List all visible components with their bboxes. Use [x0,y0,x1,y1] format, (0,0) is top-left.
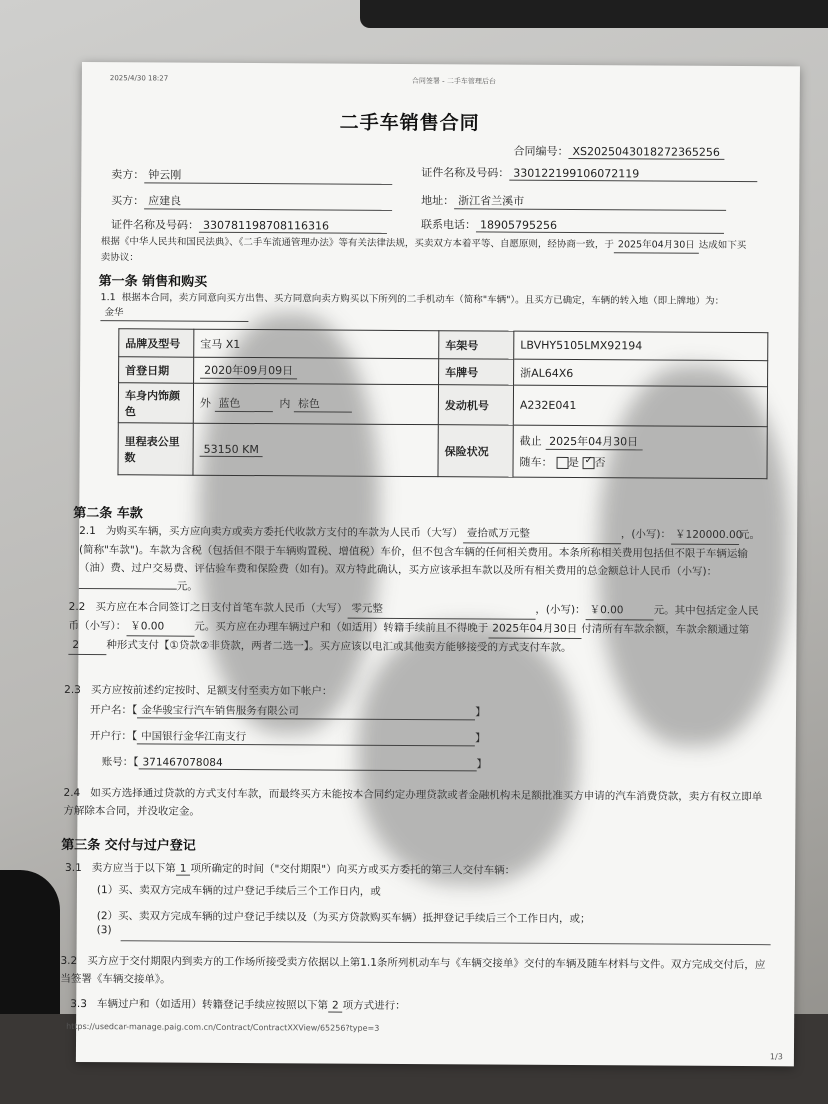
checkbox-yes [556,457,568,469]
account-name-row: 开户名：【 金华骏宝行汽车销售服务有限公司 】 [90,704,486,719]
page-number: 1/3 [769,1052,783,1062]
hand-shadow-lower [357,624,579,885]
seller-row: 卖方： 钟云刚 [111,166,392,185]
vin-value: LBVHY5105LMX92194 [514,331,768,361]
engine-label: 发动机号 [438,385,513,425]
footer-url: https://usedcar-manage.paig.com.cn/Contract/ContractXXView/65256?type=3 [66,1021,380,1033]
clause-3-1: 3.1 卖方应当于以下第 1 项所确定的时间（"交付期限"）向买方或买方委托的第三人交付车辆： [65,861,516,877]
checkbox-no-checked: ✓ [583,457,595,469]
clause-2-1: 2.1 为购买车辆，买方应向卖方或卖方委托代收款方支付的车款为人民币（大写） 壹拾贰万元整 ，(小写)： ￥120000.00元。(简称"车款")。车款为含税（包括但不限于车辆购置税、增值税）车价，但不包含车辆的任何相关费用。本条所称相关费用包括但不限于车辆运输（油）费、过户交易费、评估验车费和保险费（如有)。双方特此确认，买方应该承担车款以及所有相关费用的总金额总计人民币（小写)：元。 [78,524,761,593]
clause-2-3: 2.3 买方应按前述约定按时、足额支付至卖方如下帐户： [64,683,333,698]
reg-label: 首登日期 [119,357,194,383]
option-3: (3) [96,924,112,937]
plate-value: 浙AL64X6 [514,359,768,387]
plate-label: 车牌号 [439,359,514,385]
print-site: 合同签署 - 二手车管理后台 [411,77,496,86]
contract-number: 合同编号： XS2025043018272365256 [513,143,724,160]
clause-2-2: 2.2 买方应在本合同签订之日支付首笔车款人民币（大写） 零元整 ，(小写)： ￥0.00 元。其中包括定金人民币（小写）： ￥0.00 元。买方应在办理车辆过户和（如适用）转籍手续前且不得晚于 2025年04月30日 付清所有车款余额，车款余额通过第2 种形式支付【①贷款②非贷款，两者二选一】。买方应该以电汇或其他卖方能够接受的方式支付车款。 [68,600,759,655]
color-label: 车身内饰颜色 [118,383,193,423]
section-2-title: 第二条 车款 [73,505,143,522]
background-object-left [0,870,60,1030]
contract-page [60,62,800,1066]
option-2: (2）买、卖双方完成车辆的过户登记手续以及（为买方贷款购买车辆）抵押登记手续后三个工作日内，或； [96,910,591,926]
color-value: 外 蓝色 内 棕色 [193,383,438,424]
buyer-row: 买方： 应建良 [111,192,392,211]
insurance-label: 保险状况 [438,425,513,477]
print-datetime: 2025/4/30 18:27 [109,74,169,83]
phone-row: 联系电话： 18905795256 [421,216,724,234]
brand-value: 宝马 X1 [194,329,439,358]
clause-3-3: 3.3 车辆过户和（如适用）转籍登记手续应按照以下第 2 项方式进行： [70,997,406,1012]
contract-title: 二手车销售合同 [339,111,480,135]
address-row: 地址： 浙江省兰溪市 [421,192,726,211]
section-3-title: 第三条 交付与过户登记 [61,837,196,854]
account-no-row: 账号：【 371467078084 】 [101,756,488,771]
clause-3-2: 3.2 买方应于交付期限内到卖方的工作场所接受卖方依据以上第1.1条所列机动车与《车辆交接单》交付的车辆及随车材料与文件。双方完成交付后，应当签署《车辆交接单》。 [60,954,766,986]
background-device-top [360,0,828,28]
brand-label: 品牌及型号 [119,329,194,357]
engine-value: A232E041 [513,385,767,427]
buyer-id-row: 证件名称及号码： 330781198708116316 [111,216,387,234]
intro-paragraph: 根据《中华人民共和国民法典》、《二手车流通管理办法》等有关法律法规，买卖双方本着平等、自愿原则，经协商一致，于 2025年04月30日 达成如下买卖协议： [100,236,747,264]
option-3-blank [121,940,771,945]
reg-value: 2020年09月09日 [194,357,439,384]
mileage-label: 里程表公里数 [118,423,193,475]
vehicle-table [117,328,768,479]
option-1: (1）买、卖双方完成车辆的过户登记手续后三个工作日内，或 [96,884,381,898]
seller-id-row: 证件名称及号码： 330122199106072119 [421,164,757,182]
vin-label: 车架号 [439,331,514,359]
mileage-value: 53150 KM [193,423,438,476]
clause-2-4: 2.4 如买方选择通过贷款的方式支付车款，而最终买方未能按本合同约定办理贷款或者金融机构未足额批准买方申请的汽车消费贷款，卖方有权立即单方解除本合同，并没收定金。 [63,786,763,818]
bank-row: 开户行：【 中国银行金华江南支行 】 [89,730,486,745]
clause-1-1: 1.1 根据本合同，卖方同意向买方出售、买方同意向卖方购买以下所列的二手机动车（简称"车辆"）。且买方已确定，车辆的转入地（即上牌地）为：金华 [100,290,760,325]
section-1-title: 第一条 销售和购买 [98,274,208,290]
insurance-value: 截止 2025年04月30日 随车： 是 ✓ 否 [513,425,767,479]
